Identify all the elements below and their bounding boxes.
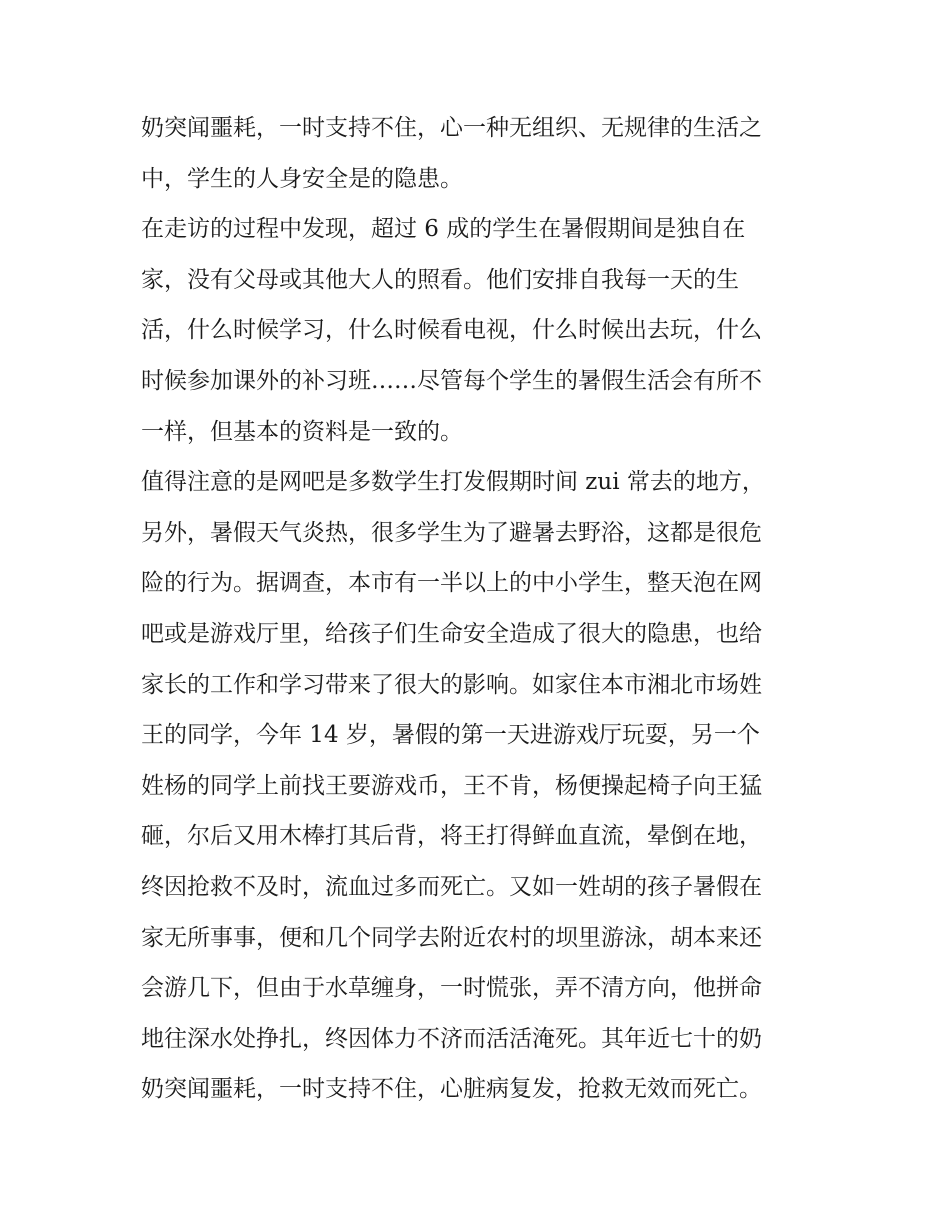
text-line: 砸，尔后又用木棒打其后背，将王打得鲜血直流，晕倒在地， <box>141 823 762 850</box>
text-line: 家，没有父母或其他大人的照看。他们安排自我每一天的生 <box>141 266 739 293</box>
text-line: 奶突闻噩耗，一时支持不住，心一种无组织、无规律的生活之 <box>141 115 762 141</box>
text-line: 中，学生的人身安全是的隐患。 <box>141 165 463 192</box>
text-line: 在走访的过程中发现，超过 6 成的学生在暑假期间是独自在 <box>141 216 746 243</box>
text-line: 姓杨的同学上前找王要游戏币，王不肯，杨便操起椅子向王猛 <box>141 772 762 799</box>
text-line: 家长的工作和学习带来了很大的影响。如家住本市湘北市场姓 <box>141 671 762 698</box>
text-line: 一样，但基本的资料是一致的。 <box>141 418 463 445</box>
text-line: 活，什么时候学习，什么时候看电视，什么时候出去玩，什么 <box>141 317 762 344</box>
text-line: 奶突闻噩耗，一时支持不住，心脏病复发，抢救无效而死亡。 <box>141 1076 762 1103</box>
text-line: 地往深水处挣扎，终因体力不济而活活淹死。其年近七十的奶 <box>141 1025 762 1052</box>
text-line: 险的行为。据调查，本市有一半以上的中小学生，整天泡在网 <box>141 570 762 597</box>
text-line: 值得注意的是网吧是多数学生打发假期时间 zui 常去的地方， <box>141 469 765 496</box>
text-line: 吧或是游戏厅里，给孩子们生命安全造成了很大的隐患，也给 <box>141 620 762 647</box>
text-line: 时候参加课外的补习班……尽管每个学生的暑假生活会有所不 <box>141 367 762 394</box>
text-line: 会游几下，但由于水草缠身，一时慌张，弄不清方向，他拼命 <box>141 975 762 1002</box>
text-line: 家无所事事，便和几个同学去附近农村的坝里游泳，胡本来还 <box>141 924 762 951</box>
text-line: 王的同学，今年 14 岁，暑假的第一天进游戏厅玩耍，另一个 <box>141 722 760 749</box>
body-text <box>141 103 821 1115</box>
text-line: 另外，暑假天气炎热，很多学生为了避暑去野浴，这都是很危 <box>141 519 762 546</box>
text-line: 终因抢救不及时，流血过多而死亡。又如一姓胡的孩子暑假在 <box>141 873 762 900</box>
